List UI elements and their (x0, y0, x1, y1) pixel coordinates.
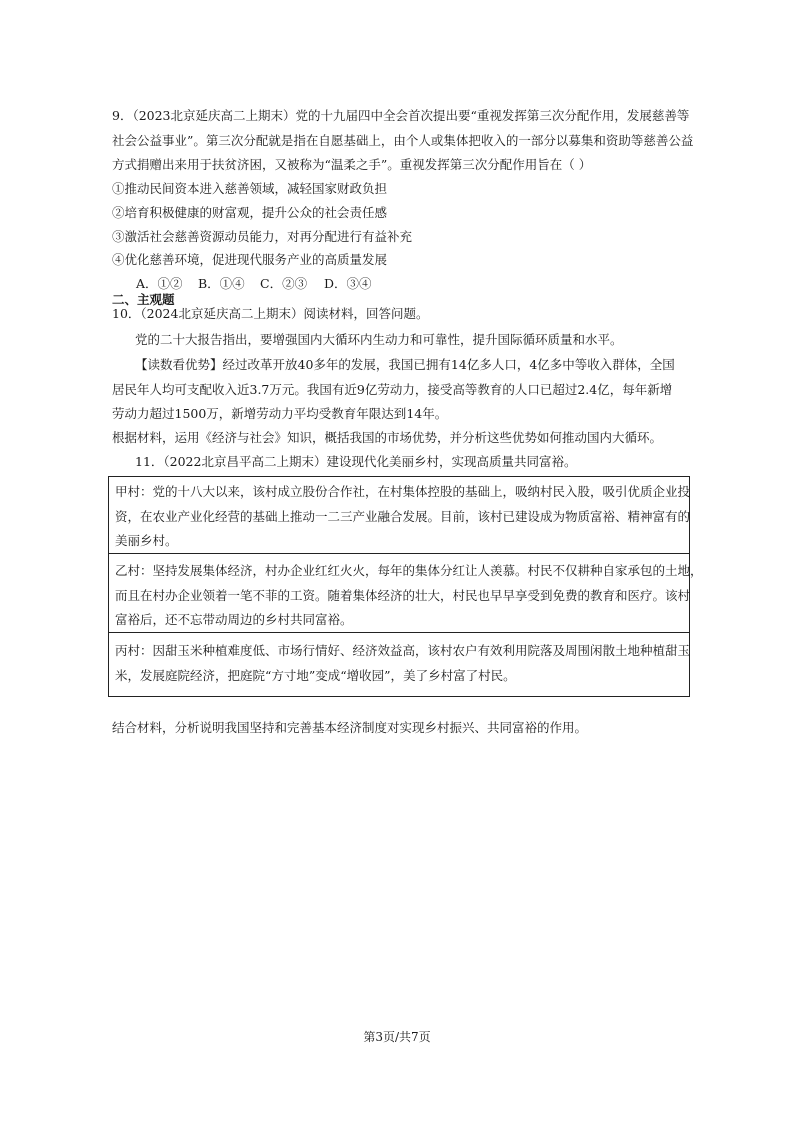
q10-title: 10．（2024北京延庆高二上期末）阅读材料，回答问题。 (112, 306, 429, 321)
q9-stem-line-1: 9．（2023北京延庆高二上期末）党的十九届四中全会首次提出要“重视发挥第三次分配作用，发展慈善等 (112, 108, 690, 123)
q11-title: 11．（2022北京昌平高二上期末）建设现代化美丽乡村，实现高质量共同富裕。 (135, 454, 577, 469)
q9-option-3: ③激活社会慈善资源动员能力，对再分配进行有益补充 (112, 229, 413, 244)
q9-stem-line-2: 社会公益事业”。第三次分配就是指在自愿基础上，由个人或集体把收入的一部分以募集和资助等慈善公益 (112, 133, 694, 148)
q9-choice-b: B．①④ (198, 276, 245, 291)
q9-choice-a: A．①② (136, 276, 183, 291)
village-box-yi (108, 553, 703, 633)
q9-choices (136, 276, 372, 292)
village-jia-line-1: 甲村：党的十八大以来，该村成立股份合作社，在村集体控股的基础上，吸纳村民入股，吸引优质企业投 (115, 484, 691, 499)
q9-option-4: ④优化慈善环境，促进现代服务产业的高质量发展 (112, 252, 388, 267)
village-bing-line-2: 米，发展庭院经济，把庭院“方寸地”变成“增收园”，美了乡村富了村民。 (115, 668, 516, 683)
village-box-bing (108, 632, 690, 697)
q10-question: 根据材料，运用《经济与社会》知识，概括我国的市场优势，并分析这些优势如何推动国内大循环。 (112, 430, 663, 445)
q10-paragraph-2-line-1: 【读数看优势】经过改革开放40多年的发展，我国已拥有14亿多人口，4亿多中等收入群体，全国 (135, 357, 675, 372)
page-number: 第3页/共7页 (363, 1030, 431, 1044)
section-heading: 二、主观题 (112, 292, 175, 307)
village-yi-line-3: 富裕后，还不忘带动周边的乡村共同富裕。 (115, 612, 353, 627)
village-jia-line-3: 美丽乡村。 (115, 533, 178, 548)
q9-option-2: ②培育积极健康的财富观，提升公众的社会责任感 (112, 205, 388, 220)
village-bing-line-1: 丙村：因甜玉米种植难度低、市场行情好、经济效益高，该村农户有效利用院落及周围闲散土地种植甜玉 (115, 643, 691, 658)
q9-stem-line-3: 方式捐赠出来用于扶贫济困，又被称为“温柔之手”。重视发挥第三次分配作用旨在（ ） (112, 157, 592, 172)
q9-choice-d: D．③④ (324, 276, 372, 291)
q9-option-1: ①推动民间资本进入慈善领域，减轻国家财政负担 (112, 181, 388, 196)
q11-question: 结合材料，分析说明我国坚持和完善基本经济制度对实现乡村振兴、共同富裕的作用。 (112, 720, 588, 735)
q9-choice-c: C．②③ (260, 276, 308, 291)
village-yi-line-2: 而且在村办企业领着一笔不菲的工资。随着集体经济的壮大，村民也早早享受到免费的教育和医疗。该村 (115, 588, 691, 603)
village-jia-line-2: 资，在农业产业化经营的基础上推动一二三产业融合发展。目前，该村已建设成为物质富裕、精神富有的 (115, 509, 691, 524)
q10-paragraph-1: 党的二十大报告指出，要增强国内大循环内生动力和可靠性，提升国际循环质量和水平。 (135, 332, 623, 347)
village-yi-line-1: 乙村：坚持发展集体经济，村办企业红红火火，每年的集体分红让人羡慕。村民不仅耕种自家承包的土地， (115, 563, 703, 578)
q10-paragraph-2-line-3: 劳动力超过1500万，新增劳动力平均受教育年限达到14年。 (112, 406, 448, 421)
q10-paragraph-2-line-2: 居民年人均可支配收入近3.7万元。我国有近9亿劳动力，接受高等教育的人口已超过2.4亿，每年新增 (112, 382, 673, 397)
village-box-jia (108, 476, 690, 554)
